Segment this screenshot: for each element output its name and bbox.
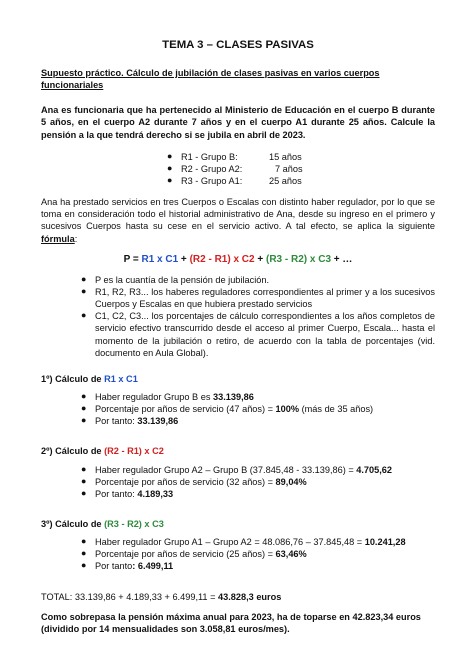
item-value: 89,04% — [275, 476, 307, 487]
group-years: 15 años — [269, 151, 302, 162]
item-value: 33.139,86 — [137, 416, 179, 427]
formula-word: fórmula — [41, 233, 75, 244]
bullet-dot-icon: ● — [81, 487, 87, 498]
pension-formula — [41, 253, 435, 266]
item-text: Porcentaje por años de servicio (25 años) = — [95, 549, 276, 560]
section-3-list — [81, 536, 435, 572]
bullet-dot-icon: ● — [81, 548, 87, 559]
document-page — [41, 38, 435, 635]
section-heading-3 — [41, 518, 435, 530]
exercise-subtitle: Supuesto práctico. Cálculo de jubilación de clases pasivas en varios cuerpos funcionariales — [41, 68, 380, 91]
bullet-dot-icon: ● — [81, 286, 87, 297]
item-text: Haber regulador Grupo A1 – Grupo A2 = 48.086,76 – 37.845,48 = — [95, 537, 365, 548]
bullet-dot-icon: ● — [81, 536, 87, 547]
section-heading-text: 3º) Cálculo de — [41, 519, 105, 530]
group-years: 7 años — [275, 163, 303, 174]
bullet-dot-icon: ● — [81, 391, 87, 402]
formula-plus: + — [178, 253, 190, 265]
bullet-dot-icon: ● — [81, 560, 87, 571]
explanation-paragraph — [41, 196, 435, 245]
bullet-dot-icon: ● — [167, 162, 173, 173]
list-item — [81, 391, 435, 403]
item-value: 33.139,86 — [212, 392, 254, 403]
item-text: Haber regulador Grupo A2 – Grupo B (37.845,48 - 33.139,86) = — [95, 464, 357, 475]
list-item — [167, 175, 435, 187]
formula-term-1: R1 x C1 — [141, 253, 179, 265]
list-item — [81, 536, 435, 548]
bullet-dot-icon: ● — [81, 415, 87, 426]
bullet-dot-icon: ● — [81, 475, 87, 486]
page-title: TEMA 3 – CLASES PASIVAS — [162, 39, 314, 51]
item-text: Porcentaje por años de servicio (47 años) = — [95, 404, 276, 415]
formula-p: P = — [123, 253, 142, 265]
group-code: R2 - Grupo A2: — [181, 163, 243, 174]
section-2-list — [81, 464, 435, 500]
legend-text: C1, C2, C3... los porcentajes de cálculo correspondientes a los años completos de servicio efectivo transcurrido desde el acceso al primer Cuerpo, Escala... hasta el momento de la jubilación o retiro, de acuerdo con la tabla de porcentajes (vid. documento en Aula Global). — [95, 311, 435, 358]
section-heading-text: 2º) Cálculo de — [41, 446, 105, 457]
bullet-dot-icon: ● — [81, 273, 87, 284]
list-item — [167, 151, 435, 163]
formula-end: + … — [331, 253, 353, 265]
bullet-dot-icon: ● — [167, 175, 173, 186]
item-value: 4.189,33 — [137, 488, 174, 499]
item-tail: (más de 35 años) — [299, 404, 374, 415]
section-heading-2 — [41, 445, 435, 457]
section-term: (R3 - R2) x C3 — [104, 519, 164, 530]
total-label: TOTAL — [41, 591, 70, 602]
list-item — [81, 286, 435, 310]
item-text: Por tanto: — [95, 488, 138, 499]
section-heading-text: 1º) Cálculo de — [41, 373, 105, 384]
list-item — [81, 548, 435, 560]
formula-plus: + — [254, 253, 266, 265]
item-value: : 6.499,11 — [132, 561, 174, 572]
group-code: R3 - Grupo A1: — [181, 176, 243, 187]
formula-term-2: (R2 - R1) x C2 — [189, 253, 255, 265]
legend-text: R1, R2, R3... los haberes reguladores correspondientes al primer y a los sucesivos Cuerpos y Escalas en que hubiera prestado servicios — [95, 287, 435, 310]
bullet-dot-icon: ● — [81, 310, 87, 321]
bullet-dot-icon: ● — [81, 463, 87, 474]
item-value: 63,46% — [275, 549, 307, 560]
total-text: : 33.139,86 + 4.189,33 + 6.499,11 = — [69, 591, 218, 602]
section-term: R1 x C1 — [104, 373, 138, 384]
item-value: 4.705,62 — [356, 464, 393, 475]
group-years: 25 años — [269, 176, 302, 187]
list-item — [81, 464, 435, 476]
total-value: 43.828,3 euros — [218, 591, 282, 602]
list-item — [81, 476, 435, 488]
list-item — [167, 163, 435, 175]
exercise-statement: Ana es funcionaria que ha pertenecido al Ministerio de Educación en el cuerpo B durante 5 años, en el cuerpo A2 durante 7 años y en el cuerpo A1 durante 25 años. Calcule la pensión a la que tendrá derecho si se jubila en abril de 2023. — [41, 105, 435, 140]
group-years-list — [167, 151, 435, 187]
group-code: R1 - Grupo B: — [181, 151, 238, 162]
list-item — [81, 310, 435, 359]
explanation-colon: : — [74, 233, 78, 244]
explanation-text: Ana ha prestado servicios en tres Cuerpos o Escalas con distinto haber regulador, por lo que se toma en consideración todo el historial administrativo de Ana, desde su ingreso en el primero y sucesivos Cuerpos hasta su cese en el servicio activo. A tal efecto, se aplica la siguiente — [41, 197, 435, 232]
list-item — [81, 403, 435, 415]
total-line — [41, 591, 435, 603]
formula-legend — [81, 274, 435, 359]
item-text: Por tanto — [95, 561, 133, 572]
item-text: Porcentaje por años de servicio (32 años) = — [95, 476, 276, 487]
section-heading-1 — [41, 373, 435, 385]
list-item — [81, 274, 435, 286]
item-text: Por tanto: — [95, 416, 138, 427]
list-item — [81, 488, 435, 500]
section-term: (R2 - R1) x C2 — [104, 446, 164, 457]
conclusion-text: Como sobrepasa la pensión máxima anual para 2023, ha de toparse en 42.823,34 euros (dividido por 14 mensualidades son 3.058,81 euros/mes). — [41, 611, 421, 634]
section-1-list — [81, 391, 435, 427]
bullet-dot-icon: ● — [167, 150, 173, 161]
list-item — [81, 560, 435, 572]
list-item — [81, 415, 435, 427]
item-text: Haber regulador Grupo B es — [95, 392, 213, 403]
formula-term-3: (R3 - R2) x C3 — [265, 253, 331, 265]
item-value: 100% — [275, 404, 300, 415]
item-value: 10.241,28 — [364, 537, 406, 548]
legend-text: P es la cuantía de la pensión de jubilación. — [95, 274, 270, 285]
bullet-dot-icon: ● — [81, 403, 87, 414]
